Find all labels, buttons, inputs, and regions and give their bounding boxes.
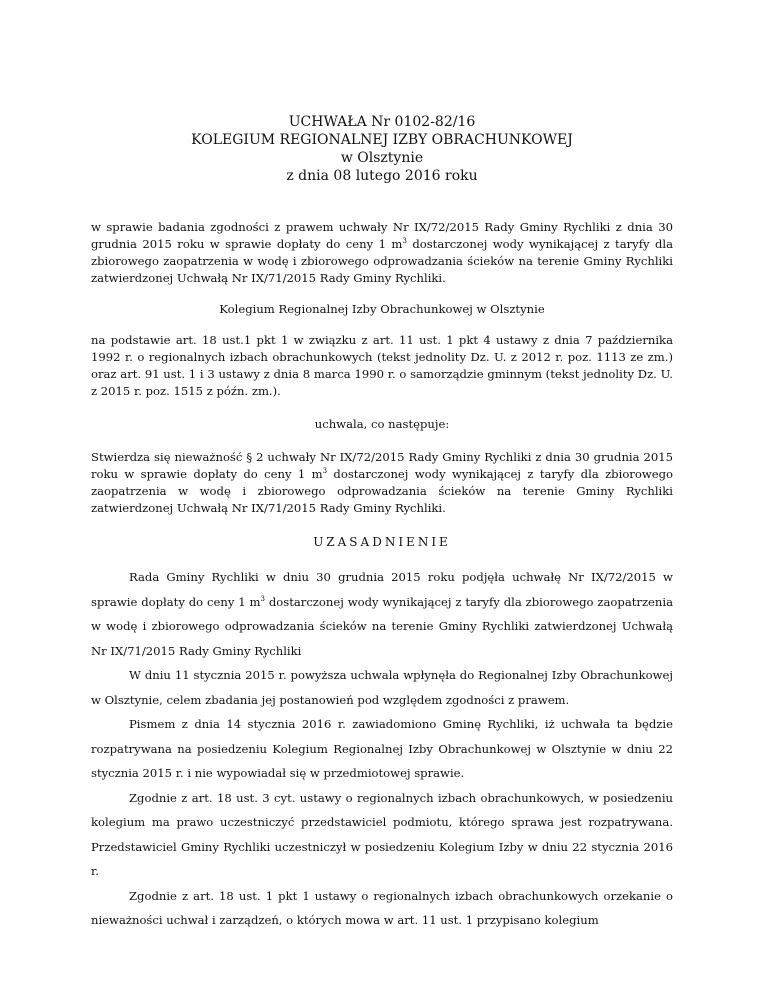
decision-paragraph bbox=[91, 449, 673, 517]
justification-paragraph-4: Zgodnie z art. 18 ust. 3 cyt. ustawy o regionalnych izbach obrachunkowych, w posiedzeniu kolegium ma prawo uczestniczyć przedstawiciel podmiotu, którego sprawa jest rozpatrywana. Przedstawiciel Gminy Rychliki uczestniczył w posiedzeniu Kolegium Izby w dniu 22 stycznia 2016 r. bbox=[91, 790, 673, 878]
subject-paragraph bbox=[91, 219, 673, 287]
decision-superscript: 3 bbox=[322, 467, 328, 476]
subject-superscript: 3 bbox=[402, 237, 407, 246]
title-line-number: UCHWAŁA Nr 0102-82/16 bbox=[288, 114, 476, 130]
justification-p1-end: dostarczonej wody wynikającej z taryfy dla zbiorowego zaopatrzenia w wodę i zbiorowego odprowadzania ścieków na terenie Gminy Rychliki zatwierdzonej Uchwałą Nr IX/71/2015 Rady Gminy Rychliki bbox=[91, 594, 673, 658]
legal-basis-paragraph: na podstawie art. 18 ust.1 pkt 1 w związku z art. 11 ust. 1 pkt 4 ustawy z dnia 7 października 1992 r. o regionalnych izbach obrachunkowych (tekst jednolity Dz. U. z 2012 r. poz. 1113 ze zm.) oraz art. 91 ust. 1 i 3 ustawy z dnia 8 marca 1990 r. o samorządzie gminnym (tekst jednolity Dz. U. z 2015 r. poz. 1515 z późn. zm.). bbox=[91, 333, 673, 398]
justification-p1-superscript: 3 bbox=[260, 594, 265, 603]
justification-body bbox=[91, 565, 673, 933]
justification-paragraph-3: Pismem z dnia 14 stycznia 2016 r. zawiadomiono Gminę Rychliki, iż uchwała ta będzie rozpatrywana na posiedzeniu Kolegium Regionalnej Izby Obrachunkowej w Olsztynie w dniu 22 stycznia 2015 r. i nie wypowiadał się w przedmiotowej sprawie. bbox=[91, 717, 673, 780]
resolution-title bbox=[91, 113, 673, 185]
title-line-city: w Olsztynie bbox=[340, 150, 424, 166]
title-line-body: KOLEGIUM REGIONALNEJ IZBY OBRACHUNKOWEJ bbox=[191, 132, 573, 148]
decision-text-end: dostarczonej wody wynikającej z taryfy dla zbiorowego zaopatrzenia w wodę i zbiorowego odprowadzania ścieków na terenie Gminy Rychliki zatwierdzonej Uchwałą Nr IX/71/2015 Rady Gminy Rychliki. bbox=[91, 467, 674, 515]
justification-p1-start: Rada Gminy Rychliki w dniu 30 grudnia 2015 roku podjęła uchwałę Nr IX/72/2015 w sprawie dopłaty do ceny 1 m bbox=[91, 570, 673, 609]
decision-text-start: Stwierdza się nieważność § 2 uchwały Nr IX/72/2015 Rady Gminy Rychliki z dnia 30 grudnia 2015 roku w sprawie dopłaty do ceny 1 m bbox=[91, 450, 673, 481]
issuer-line: Kolegium Regionalnej Izby Obrachunkowej w Olsztynie bbox=[219, 302, 545, 316]
resolves-line: uchwala, co następuje: bbox=[314, 417, 450, 431]
subject-text-start: w sprawie badania zgodności z prawem uchwały Nr IX/72/2015 Rady Gminy Rychliki z dnia 30 grudnia 2015 roku w sprawie dopłaty do ceny 1 m bbox=[91, 220, 673, 251]
justification-paragraph-5: Zgodnie z art. 18 ust. 1 pkt 1 ustawy o regionalnych izbach obrachunkowych orzekanie o nieważności uchwał i zarządzeń, o których mowa w art. 11 ust. 1 przypisano kolegium bbox=[91, 888, 673, 927]
justification-paragraph-1 bbox=[91, 565, 673, 663]
justification-paragraph-2: W dniu 11 stycznia 2015 r. powyższa uchwala wpłynęła do Regionalnej Izby Obrachunkowej w Olsztynie, celem zbadania jej postanowień pod względem zgodności z prawem. bbox=[91, 668, 673, 707]
document-content bbox=[91, 113, 673, 933]
justification-heading: UZASADNIENIE bbox=[313, 535, 451, 549]
subject-text-end: dostarczonej wody wynikającej z taryfy dla zbiorowego zaopatrzenia w wodę i zbiorowego odprowadzania ścieków na terenie Gminy Rychliki zatwierdzonej Uchwałą Nr IX/71/2015 Rady Gminy Rychliki. bbox=[91, 237, 674, 285]
title-line-date: z dnia 08 lutego 2016 roku bbox=[286, 168, 478, 184]
